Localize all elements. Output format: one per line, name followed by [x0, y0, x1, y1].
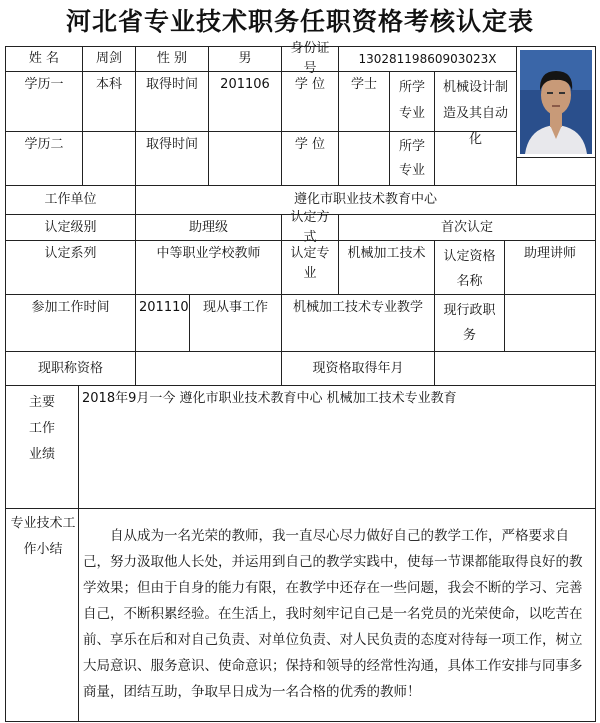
edu2-major-label: 所学专业 [389, 131, 435, 186]
gender-value: 男 [208, 46, 282, 72]
main-achievements-value: 2018年9月一今 遵化市职业技术教育中心 机械加工技术专业教育 [78, 385, 596, 509]
edu2-value [82, 131, 136, 186]
edu2-label: 学历二 [5, 131, 83, 186]
edu2-degree-value [338, 131, 390, 186]
id-number-value: 13028119860903023X [338, 46, 517, 72]
edu1-time-value: 201106 [208, 71, 282, 132]
cert-qualification-label: 认定资格名称 [434, 240, 505, 295]
edu1-degree-value: 学士 [338, 71, 390, 132]
current-admin-post-value [504, 294, 596, 352]
form-title: 河北省专业技术职务任职资格考核认定表 [65, 7, 534, 36]
edu2-degree-label: 学 位 [281, 131, 339, 186]
current-admin-post-label: 现行政职务 [434, 294, 505, 352]
gender-label: 性 别 [135, 46, 209, 72]
work-unit-value: 遵化市职业技术教育中心 [135, 185, 596, 215]
edu1-label: 学历一 [5, 71, 83, 132]
cert-series-value: 中等职业学校教师 [135, 240, 282, 295]
name-label: 姓 名 [5, 46, 83, 72]
current-title-label: 现职称资格 [5, 351, 136, 386]
cert-level-value: 助理级 [135, 214, 282, 241]
cert-method-label: 认定方式 [281, 214, 339, 241]
current-work-label: 现从事工作 [189, 294, 282, 352]
photo-below-blank [516, 157, 596, 186]
applicant-photo [516, 46, 596, 158]
current-title-time-label: 现资格取得年月 [281, 351, 435, 386]
edu2-time-label: 取得时间 [135, 131, 209, 186]
cert-level-label: 认定级别 [5, 214, 136, 241]
summary-value: 自从成为一名光荣的教师，我一直尽心尽力做好自己的教学工作，严格要求自己，努力汲取他人长处，并运用到自己的教学实践中，使每一节课都能取得良好的教学效果；但由于自身的能力有限，在教学中还存在一些问题，我会不断的学习、完善自己，不断积累经验。在生活上，我时刻牢记自己是一名党员的光荣使命，以吃苦在前、享乐在后和对自己负责、对单位负责、对人民负责的态度对待每一项工作，树立大局意识、服务意识、使命意识；保持和领导的经常性沟通，具体工作安排与同事多商量，团结互助，争取早日成为一名合格的优秀的教师！ [78, 508, 596, 722]
edu1-time-label: 取得时间 [135, 71, 209, 132]
work-unit-label: 工作单位 [5, 185, 136, 215]
edu2-time-value [208, 131, 282, 186]
edu1-degree-label: 学 位 [281, 71, 339, 132]
start-work-time-label: 参加工作时间 [5, 294, 136, 352]
cert-qualification-value: 助理讲师 [504, 240, 596, 295]
main-achievements-label: 主要工作业绩 [5, 385, 79, 509]
name-value: 周剑 [82, 46, 136, 72]
cert-method-value: 首次认定 [338, 214, 596, 241]
cert-series-label: 认定系列 [5, 240, 136, 295]
qualification-form [5, 41, 596, 722]
edu1-major-value: 机械设计制造及其自动化 [434, 71, 517, 132]
start-work-time-value: 201110 [135, 294, 190, 352]
photo-image [517, 47, 595, 157]
current-title-time-value [434, 351, 596, 386]
current-work-value: 机械加工技术专业教学 [281, 294, 435, 352]
id-number-label: 身份证号 [281, 46, 339, 72]
cert-major-label: 认定专业 [281, 240, 339, 295]
summary-label: 专业技术工作小结 [5, 508, 79, 722]
current-title-value [135, 351, 282, 386]
edu1-value: 本科 [82, 71, 136, 132]
edu2-major-value [434, 131, 517, 186]
cert-major-value: 机械加工技术 [338, 240, 435, 295]
edu1-major-label: 所学专业 [389, 71, 435, 132]
